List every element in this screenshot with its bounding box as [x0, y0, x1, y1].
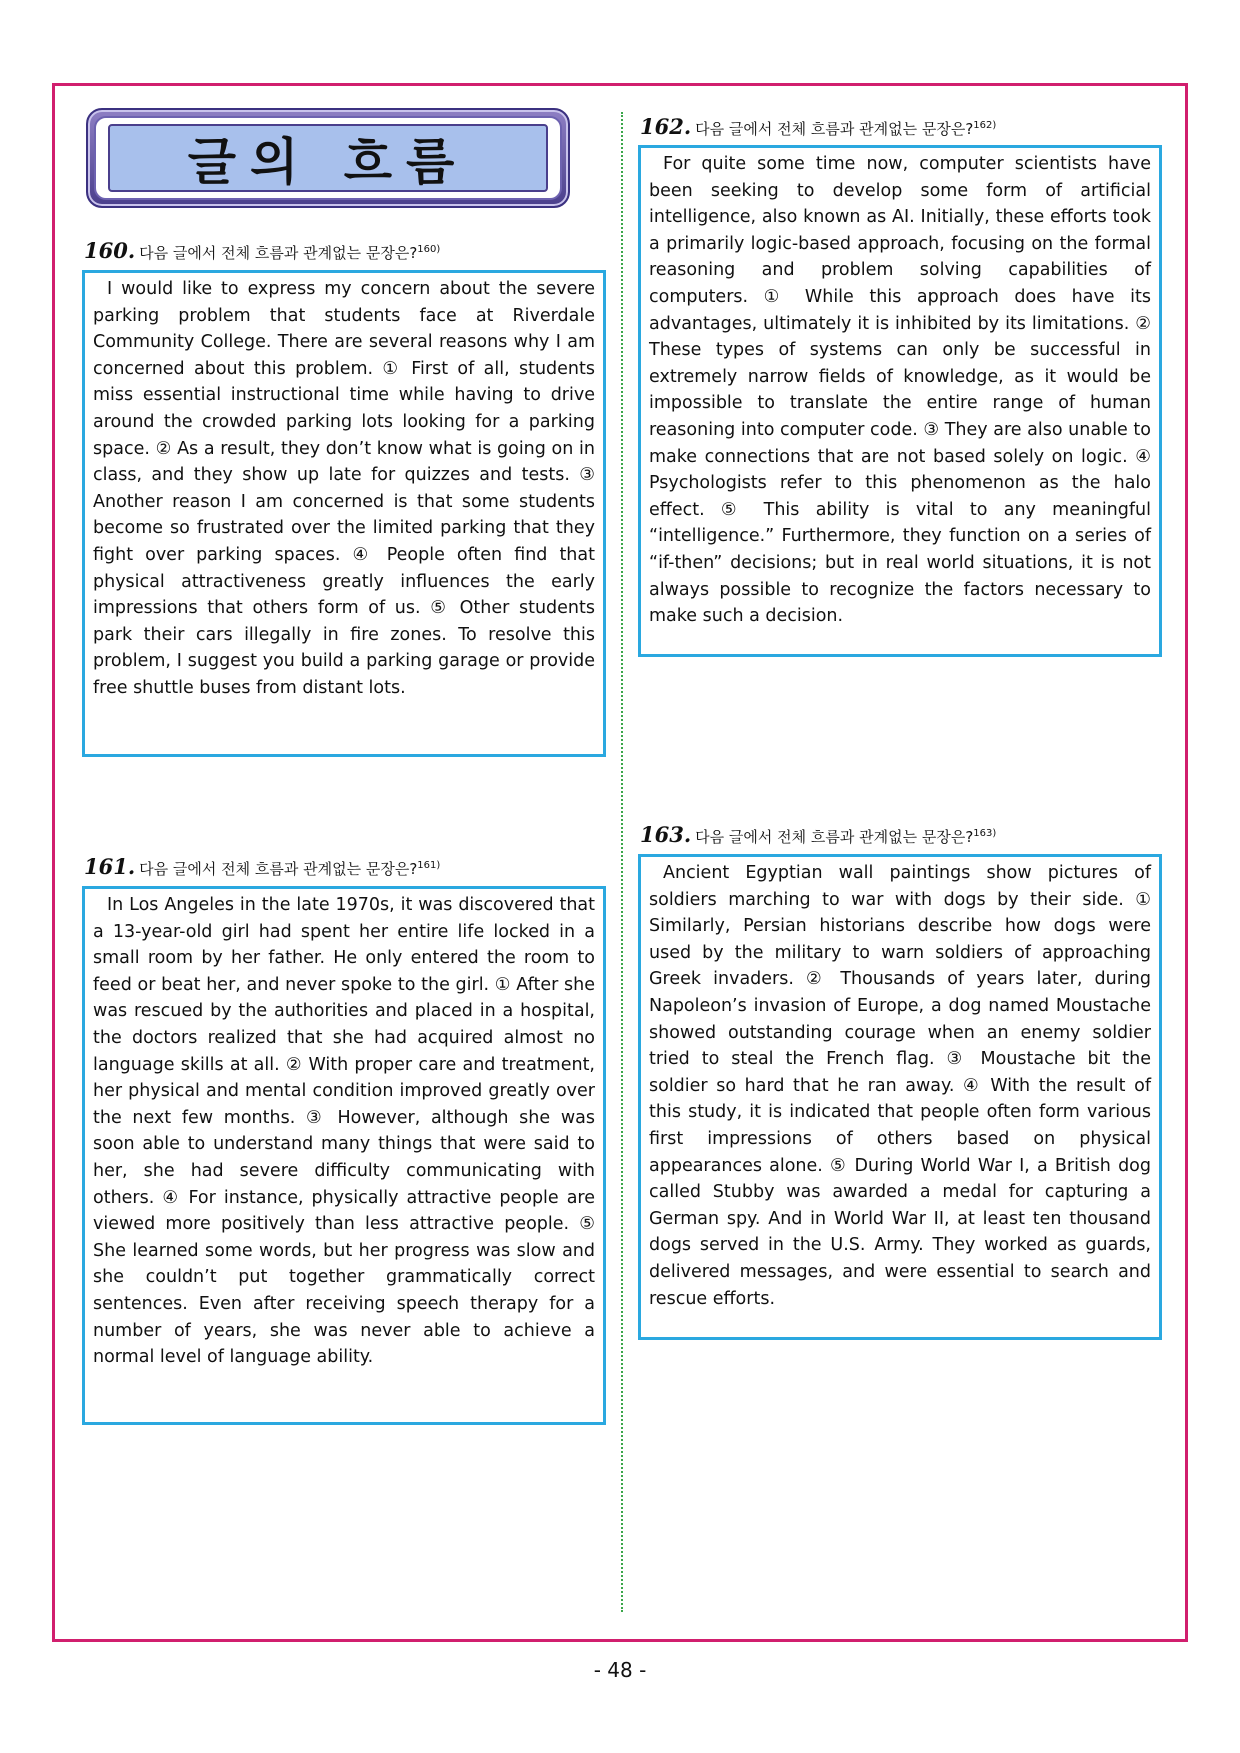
question-number: 161. — [84, 854, 136, 879]
passage-text: In Los Angeles in the late 1970s, it was discovered that a 13-year-old girl had spent her entire life locked in a small room by her father. He only entered the room to feed or beat her, and never spoke to the girl. ① After she was rescued by the authorities and placed in a hospital, the doctors realized that she had acquired almost no language skills at all. ② With proper care and treatment, her physical and mental condition improved greatly over the next few months. ③ However, although she was soon able to understand many things that were said to her, she had severe difficulty communicating with others. ④ For instance, physically attractive people are viewed more positively than less attractive people. ⑤ She learned some words, but her progress was slow and she couldn’t put together grammatically correct sentences. Even after receiving speech therapy for a number of years, she was never able to achieve a normal level of language ability. — [93, 895, 595, 1368]
question-prompt: 다음 글에서 전체 흐름과 관계없는 문장은? — [139, 244, 418, 262]
question-header-161 — [84, 854, 440, 879]
question-header-163 — [640, 822, 996, 847]
passage-box-163 — [638, 854, 1162, 1340]
question-footnote-ref: 160) — [417, 244, 441, 255]
question-number: 160. — [84, 238, 136, 263]
question-number: 162. — [640, 114, 692, 139]
section-title-plaque — [86, 108, 570, 208]
passage-text: Ancient Egyptian wall paintings show pictures of soldiers marching to war with dogs by their side. ① Similarly, Persian historians describe how dogs were used by the military to warn soldiers of approaching Greek invaders. ② Thousands of years later, during Napoleon’s invasion of Europe, a dog named Moustache showed outstanding courage when an enemy soldier tried to steal the French flag. ③ Moustache bit the soldier so hard that he ran away. ④ With the result of this study, it is indicated that people often form various first impressions of others based on physical appearances alone. ⑤ During World War I, a British dog called Stubby was awarded a medal for capturing a German spy. And in World War II, at least ten thousand dogs served in the U.S. Army. They worked as guards, delivered messages, and were essential to search and rescue efforts. — [649, 863, 1151, 1309]
question-footnote-ref: 163) — [973, 828, 997, 839]
question-prompt: 다음 글에서 전체 흐름과 관계없는 문장은? — [139, 860, 418, 878]
column-divider — [621, 112, 623, 1612]
passage-box-162 — [638, 145, 1162, 657]
title-plaque-inner — [108, 124, 548, 192]
question-footnote-ref: 162) — [973, 120, 997, 131]
question-number: 163. — [640, 822, 692, 847]
passage-text: For quite some time now, computer scientists have been seeking to develop some form of artificial intelligence, also known as AI. Initially, these efforts took a primarily logic-based approach, focusing on the formal reasoning and problem solving capabilities of computers. ① While this approach does have its advantages, ultimately it is inhibited by its limitations. ② These types of systems can only be successful in extremely narrow fields of knowledge, as it would be impossible to translate the entire range of human reasoning into computer code. ③ They are also unable to make connections that are not based solely on logic. ④ Psychologists refer to this phenomenon as the halo effect. ⑤ This ability is vital to any meaningful “intelligence.” Furthermore, they function on a series of “if-then” decisions; but in real world situations, it is not always possible to recognize the factors necessary to make such a decision. — [649, 154, 1151, 627]
question-prompt: 다음 글에서 전체 흐름과 관계없는 문장은? — [695, 828, 974, 846]
question-footnote-ref: 161) — [417, 860, 441, 871]
passage-box-160 — [82, 270, 606, 757]
question-prompt: 다음 글에서 전체 흐름과 관계없는 문장은? — [695, 120, 974, 138]
question-header-162 — [640, 114, 996, 139]
question-header-160 — [84, 238, 440, 263]
page-number: - 48 - — [593, 1658, 647, 1682]
section-title: 글의 흐름 — [187, 133, 469, 191]
passage-box-161 — [82, 886, 606, 1425]
passage-text: I would like to express my concern about the severe parking problem that students face at Riverdale Community College. There are several reasons why I am concerned about this problem. ① First of all, students miss essential instructional time while having to drive around the crowded parking lots looking for a parking space. ② As a result, they don’t know what is going on in class, and they show up late for quizzes and tests. ③ Another reason I am concerned is that some students become so frustrated over the limited parking that they fight over parking spaces. ④ People often find that physical attractiveness greatly influences the early impressions that others form of us. ⑤ Other students park their cars illegally in fire zones. To resolve this problem, I suggest you build a parking garage or provide free shuttle buses from distant lots. — [93, 279, 595, 698]
